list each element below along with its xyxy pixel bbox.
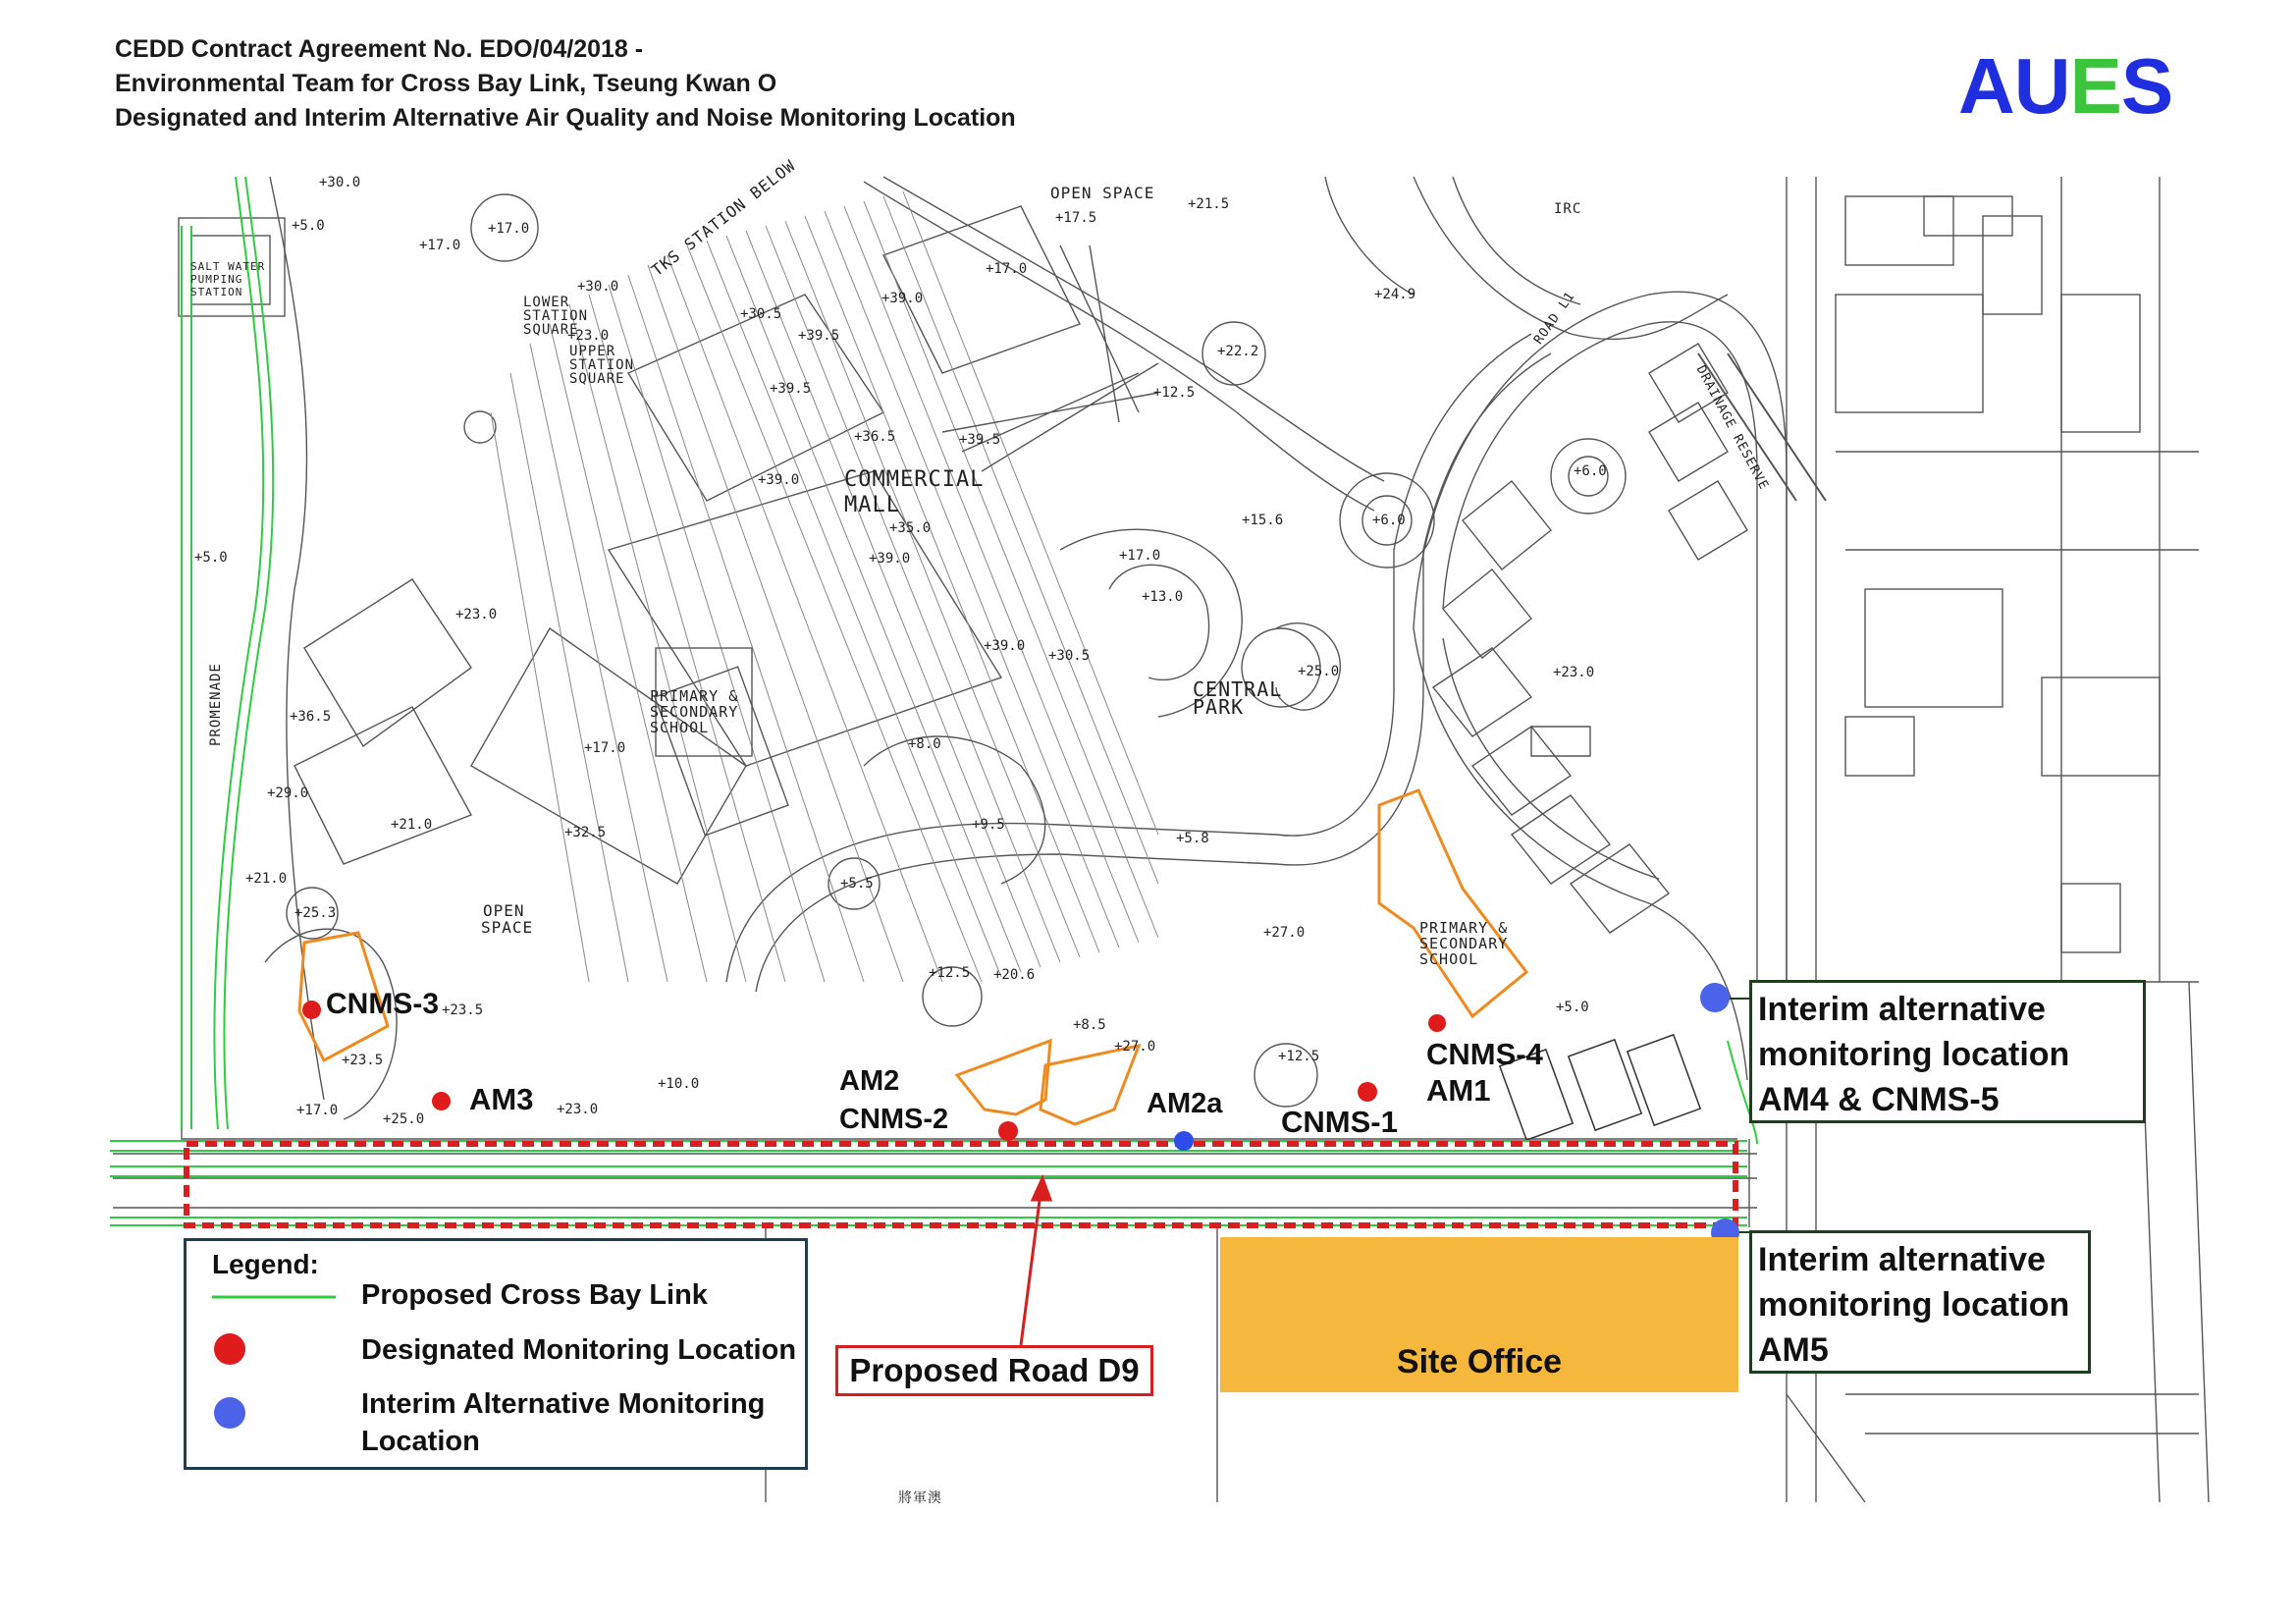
elevation-label: +8.5: [1073, 1017, 1106, 1033]
label-irc: IRC: [1554, 201, 1582, 217]
elevation-label: +21.0: [391, 817, 433, 833]
designated-location-am2-cnms2-marker[interactable]: [998, 1121, 1018, 1141]
label-school-1c: SCHOOL: [650, 719, 710, 736]
label-upper-sq-2: STATION: [569, 357, 635, 373]
elevation-label: +39.0: [984, 638, 1026, 654]
elevation-label: +29.0: [267, 785, 309, 801]
callout-am4-line-3: AM4 & CNMS-5: [1758, 1081, 2000, 1118]
elevation-label: +6.0: [1574, 463, 1607, 479]
elevation-label: +17.5: [1055, 210, 1097, 226]
elevation-label: +17.0: [419, 238, 461, 253]
elevation-label: +27.0: [1114, 1039, 1156, 1055]
label-commercial: COMMERCIAL: [844, 467, 985, 492]
label-lower-sq-3: SQUARE: [523, 322, 579, 338]
callout-am4-line-1: Interim alternative: [1758, 991, 2046, 1028]
label-pumping-3: STATION: [190, 286, 243, 298]
elevation-label: +25.0: [383, 1111, 425, 1127]
elevation-label: +5.0: [194, 550, 228, 566]
elevation-label: +13.0: [1142, 589, 1184, 605]
elevation-label: +5.5: [840, 876, 874, 892]
label-am3: AM3: [469, 1082, 534, 1116]
elevation-label: +5.0: [1556, 1000, 1589, 1015]
road-d9-arrow: [1021, 1178, 1050, 1345]
header-line-2: Environmental Team for Cross Bay Link, Tseung Kwan O: [115, 70, 777, 97]
elevation-label: +6.0: [1372, 513, 1406, 528]
logo-part-s: S: [2120, 42, 2173, 130]
elevation-label: +8.0: [908, 736, 941, 752]
label-promenade: PROMENADE: [208, 663, 224, 746]
label-park: PARK: [1193, 695, 1245, 719]
elevation-label: +17.0: [488, 221, 530, 237]
designated-location-cnms3-marker[interactable]: [302, 1001, 321, 1019]
proposed-road-d9-label: Proposed Road D9: [835, 1345, 1153, 1396]
elevation-label: +23.0: [1553, 665, 1595, 680]
legend-item-designated: Designated Monitoring Location: [361, 1334, 797, 1366]
label-school-1b: SECONDARY: [650, 703, 739, 721]
label-school-2a: PRIMARY &: [1419, 919, 1509, 937]
logo-part-au: AU: [1958, 42, 2070, 130]
legend-blue-dot-icon: [214, 1397, 245, 1429]
legend-red-dot-icon: [214, 1333, 245, 1365]
header-line-3: Designated and Interim Alternative Air Quality and Noise Monitoring Location: [115, 104, 1016, 132]
label-upper-sq-1: UPPER: [569, 344, 616, 359]
site-office-area: [1220, 1237, 1738, 1392]
elevation-label: +39.5: [959, 432, 1001, 448]
legend-item-interim-2: Location: [361, 1426, 480, 1457]
label-space: SPACE: [481, 918, 534, 937]
proposed-road-d9-boundary: [187, 1144, 1735, 1225]
callout-am4-cnms5: [1749, 980, 2146, 1123]
label-am2a: AM2a: [1147, 1088, 1223, 1119]
label-pumping-2: PUMPING: [190, 273, 243, 286]
elevation-label: +36.5: [854, 429, 896, 445]
designated-location-cnms4-am1-marker[interactable]: [1428, 1014, 1446, 1032]
elevation-label: +27.0: [1263, 925, 1306, 941]
elevation-label: +10.0: [658, 1076, 700, 1092]
label-bottom-chinese: 將軍澳: [898, 1490, 942, 1506]
label-am1: AM1: [1426, 1073, 1491, 1108]
elevation-label: +30.5: [740, 306, 782, 322]
legend-item-interim-1: Interim Alternative Monitoring: [361, 1388, 766, 1420]
elevation-label: +35.0: [889, 520, 932, 536]
callout-am5-line-2: monitoring location: [1758, 1286, 2070, 1324]
label-pumping-1: SALT WATER: [190, 260, 266, 273]
elevation-label: +12.5: [1278, 1049, 1320, 1064]
elevation-label: +25.3: [294, 905, 337, 921]
elevation-label: +12.5: [929, 965, 971, 981]
elevation-label: +23.0: [455, 607, 498, 623]
site-office-label: Site Office: [1396, 1343, 1563, 1380]
callout-am5-line-1: Interim alternative: [1758, 1241, 2046, 1278]
label-cnms3: CNMS-3: [326, 988, 440, 1020]
elevation-label: +12.5: [1153, 385, 1196, 401]
label-school-2c: SCHOOL: [1419, 950, 1479, 968]
elevation-label: +17.0: [584, 740, 626, 756]
logo-part-e: E: [2069, 42, 2121, 130]
header-line-1: CEDD Contract Agreement No. EDO/04/2018 -: [115, 35, 644, 63]
label-cnms1: CNMS-1: [1281, 1105, 1398, 1139]
elevation-label: +30.0: [577, 279, 619, 295]
elevation-label: +22.2: [1217, 344, 1259, 359]
elevation-label: +39.0: [881, 291, 924, 306]
label-lower-sq-2: STATION: [523, 308, 589, 324]
label-cnms4: CNMS-4: [1426, 1037, 1543, 1071]
callout-am4-line-2: monitoring location: [1758, 1036, 2070, 1073]
elevation-label: +23.0: [567, 328, 610, 344]
legend-title: Legend:: [212, 1249, 319, 1279]
label-open-space-top: OPEN SPACE: [1050, 184, 1155, 202]
elevation-label: +23.5: [342, 1053, 384, 1068]
label-am2: AM2: [839, 1065, 900, 1097]
label-drainage: DRAINAGE RESERVE: [1692, 363, 1772, 493]
label-central: CENTRAL: [1193, 677, 1283, 701]
label-cnms2: CNMS-2: [839, 1104, 949, 1135]
elevation-label: +39.0: [758, 472, 800, 488]
orange-outlined-buildings: [299, 790, 1526, 1124]
elevation-label: +23.5: [442, 1002, 484, 1018]
label-open: OPEN: [483, 901, 525, 920]
label-school-2b: SECONDARY: [1419, 935, 1509, 952]
elevation-label: +30.0: [319, 175, 361, 190]
elevation-label: +32.5: [564, 825, 607, 840]
elevation-label: +24.9: [1374, 287, 1416, 302]
legend-item-cross-bay-link: Proposed Cross Bay Link: [361, 1279, 708, 1311]
callout-am5: [1749, 1230, 2091, 1374]
legend-box: [184, 1238, 808, 1470]
label-tks-station: TKS STATION BELOW: [648, 155, 800, 280]
elevation-label: +39.5: [770, 381, 812, 397]
elevation-label: +39.0: [869, 551, 911, 567]
designated-location-am3-marker[interactable]: [432, 1092, 451, 1110]
elevation-label: +23.0: [557, 1102, 599, 1117]
elevation-label: +21.5: [1188, 196, 1230, 212]
elevation-label: +5.0: [292, 218, 325, 234]
designated-location-cnms1-marker[interactable]: [1358, 1082, 1377, 1102]
elevation-label: +17.0: [296, 1103, 339, 1118]
label-road-l: ROAD L1: [1531, 289, 1578, 348]
elevation-label: +5.8: [1176, 831, 1209, 846]
elevation-label: +17.0: [1119, 548, 1161, 564]
label-school-1a: PRIMARY &: [650, 687, 739, 705]
elevation-label: +17.0: [986, 261, 1028, 277]
interim-location-am4-cnms5-marker[interactable]: [1700, 983, 1730, 1012]
elevation-label: +20.6: [993, 967, 1036, 983]
elevation-label: +21.0: [245, 871, 288, 887]
interim-location-am2a-marker[interactable]: [1174, 1131, 1194, 1151]
callout-leaders: [1713, 999, 1749, 1232]
label-lower-sq-1: LOWER: [523, 295, 570, 310]
elevation-label: +15.6: [1242, 513, 1284, 528]
elevation-label: +39.5: [798, 328, 840, 344]
elevation-label: +36.5: [290, 709, 332, 725]
elevation-label: +25.0: [1298, 664, 1340, 679]
legend-green-line-icon: [212, 1292, 340, 1302]
label-mall: MALL: [844, 493, 900, 517]
label-upper-sq-3: SQUARE: [569, 371, 625, 387]
callout-am5-line-3: AM5: [1758, 1331, 1829, 1369]
elevation-label: +9.5: [972, 817, 1005, 833]
elevation-label: +30.5: [1048, 648, 1091, 664]
